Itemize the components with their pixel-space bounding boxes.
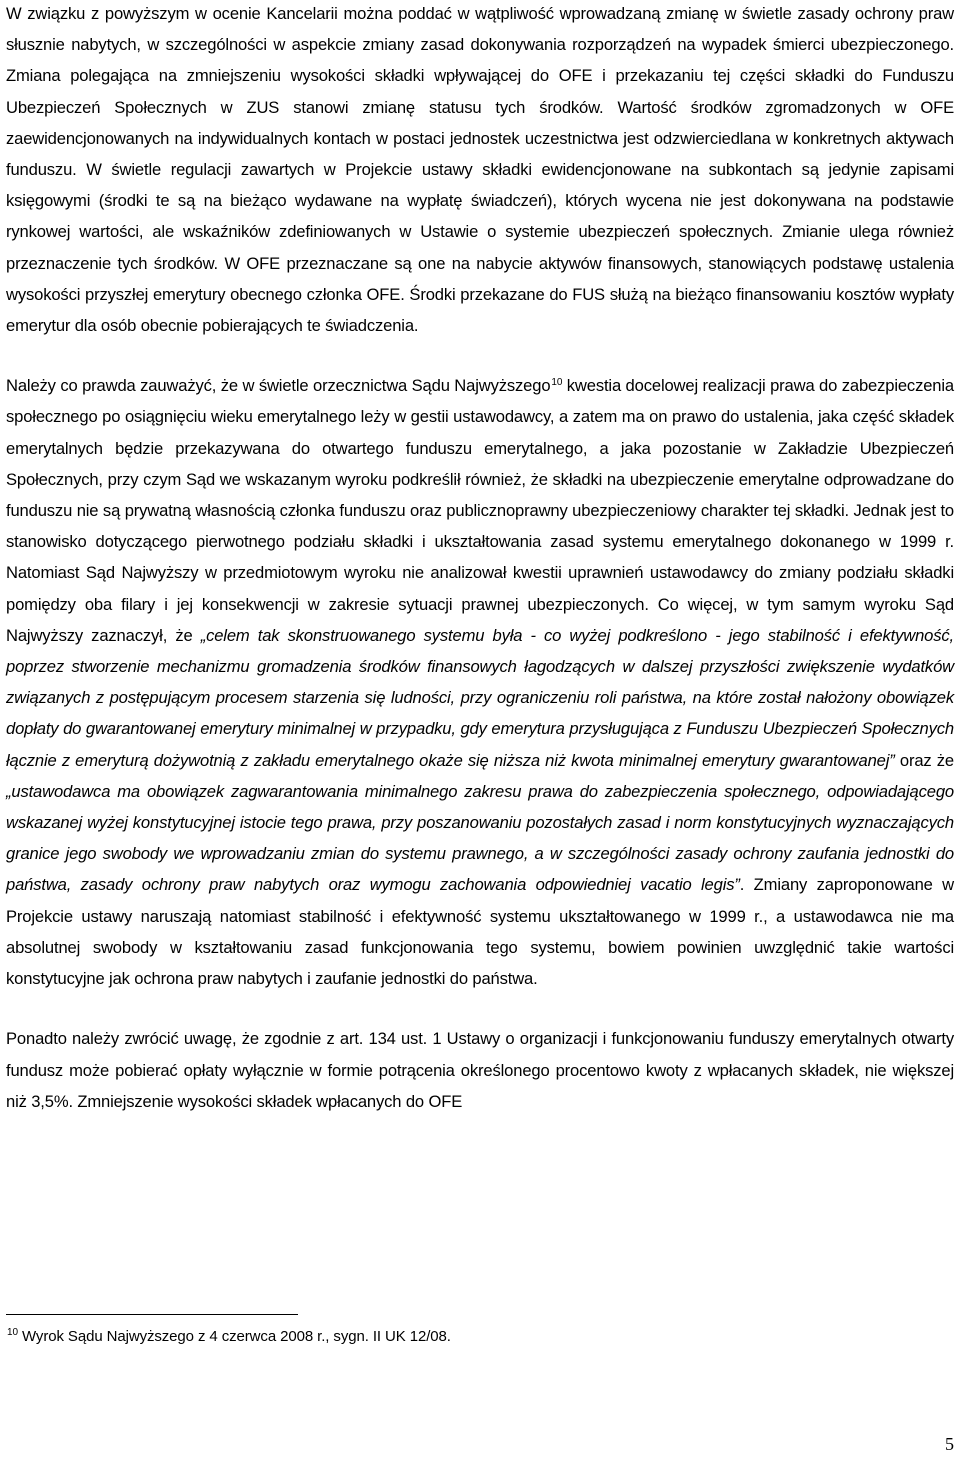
- court-quote-2: „ustawodawca ma obowiązek zagwarantowania minimalnego zakresu prawa do zabezpieczenia społecznego, odpowiadającego wskazanej wyżej konstytucyjnej istocie tego prawa, przy poszanowaniu pozostałych zasad i norm konstytucyjnych wyznaczających granice jego swobody we wprowadzaniu zmian do systemu prawnego, a w szczególności zasady ochrony zaufania jednostki do państwa, zasady ochrony praw nabytych oraz wymogu zachowania odpowiedniej vacatio legis”: [6, 781, 954, 895]
- paragraph-2-text-d: . Zmiany zaproponowane w Projekcie ustawy naruszają natomiast stabilność i efektywność systemu ukształtowanego w 1999 r., a ustawodawca nie ma absolutnej swobody w kształtowaniu zasad funkcjonowania tego systemu, bowiem powinien uwzględnić takie wartości konstytucyjne jak ochrona praw nabytych i zaufanie jednostki do państwa.: [6, 875, 954, 989]
- footnote: [6, 1327, 451, 1347]
- paragraph-2-text-c: oraz że: [894, 750, 954, 770]
- paragraph-2-text-a: Należy co prawda zauważyć, że w świetle orzecznictwa Sądu Najwyższego: [6, 376, 551, 396]
- footnote-number: 10: [7, 1327, 18, 1338]
- paragraph-3: Ponadto należy zwrócić uwagę, że zgodnie z art. 134 ust. 1 Ustawy o organizacji i funkcjonowaniu funduszy emerytalnych otwarty fundusz może pobierać opłaty wyłącznie w formie potrącenia określonego procentowo kwoty z wpłacanych składek, nie większej niż 3,5%. Zmniejszenie wysokości składek wpłacanych do OFE: [6, 1029, 954, 1111]
- footnote-text: Wyrok Sądu Najwyższego z 4 czerwca 2008 r., sygn. II UK 12/08.: [17, 1328, 451, 1345]
- court-quote-1: „celem tak skonstruowanego systemu była - co wyżej podkreślono - jego stabilność i efektywność, poprzez stworzenie mechanizmu gromadzenia środków finansowych łagodzących w dalszej przyszłości zwiększenie wydatków związanych z postępującym procesem starzenia się ludności, przy ograniczeniu roli państwa, na które został nałożony obowiązek dopłaty do gwarantowanej emerytury minimalnej w przypadku, gdy emerytura przysługująca z Funduszu Ubezpieczeń Społecznych łącznie z emeryturą dożywotnią z zakładu emerytalnego okaże się niższa niż kwota minimalnej emerytury gwarantowanej”: [6, 625, 954, 770]
- document-page: [6, 0, 954, 1117]
- footnote-reference: 10: [551, 377, 563, 389]
- page-number: 5: [945, 1434, 954, 1454]
- paragraph-2: [6, 370, 954, 994]
- paragraph-2-text-b: kwestia docelowej realizacji prawa do zabezpieczenia społecznego po osiągnięciu wieku emerytalnego leży w gestii ustawodawcy, a zatem ma on prawo do ustalenia, jaka część składek emerytalnych będzie przekazywana do otwartego funduszu emerytalnego, a jaka pozostanie w Zakładzie Ubezpieczeń Społecznych, przy czym Sąd we wskazanym wyroku podkreślił również, że składki na ubezpieczenie emerytalne odprowadzane do funduszu nie są prywatną własnością członka funduszu oraz publicznoprawny ubezpieczeniowy charakter tej składki. Jednak jest to stanowisko dotyczącego pierwotnego podziału składki i ukształtowania zasad systemu emerytalnego dokonanego w 1999 r. Natomiast Sąd Najwyższy w przedmiotowym wyroku nie analizował kwestii uprawnień ustawodawcy do zmiany podziału składki pomiędzy oba filary i jej konsekwencji w zakresie sytuacji prawnej ubezpieczonych. Co więcej, w tym samym wyroku Sąd Najwyższy zaznaczył, że: [6, 376, 955, 645]
- paragraph-1: W związku z powyższym w ocenie Kancelarii można poddać w wątpliwość wprowadzaną zmianę w świetle zasady ochrony praw słusznie nabytych, w szczególności w aspekcie zmiany zasad dokonywania rozporządzeń na wypadek śmierci ubezpieczonego. Zmiana polegająca na zmniejszeniu wysokości składki wpływającej do OFE i przekazaniu tej części składki do Funduszu Ubezpieczeń Społecznych w ZUS stanowi zmianę statusu tych środków. Wartość środków zgromadzonych w OFE zaewidencjonowanych na indywidualnych kontach w postaci jednostek uczestnictwa jest odzwierciedlana w konkretnych aktywach funduszu. W świetle regulacji zawartych w Projekcie ustawy składki ewidencjonowane na subkontach są jedynie zapisami księgowymi (środki te są na bieżąco wydawane na wypłatę świadczeń), których wycena nie jest dokonywana na podstawie rynkowej wartości, ale wskaźników zdefiniowanych w Ustawie o systemie ubezpieczeń społecznych. Zmianie ulega również przeznaczenie tych środków. W OFE przeznaczane są one na nabycie aktywów finansowych, stanowiących podstawę ustalenia wysokości przyszłej emerytury obecnego członka OFE. Środki przekazane do FUS służą na bieżąco finansowaniu kosztów wypłaty emerytur dla osób obecnie pobierających te świadczenia.: [6, 4, 954, 336]
- footnote-separator: [6, 1314, 298, 1315]
